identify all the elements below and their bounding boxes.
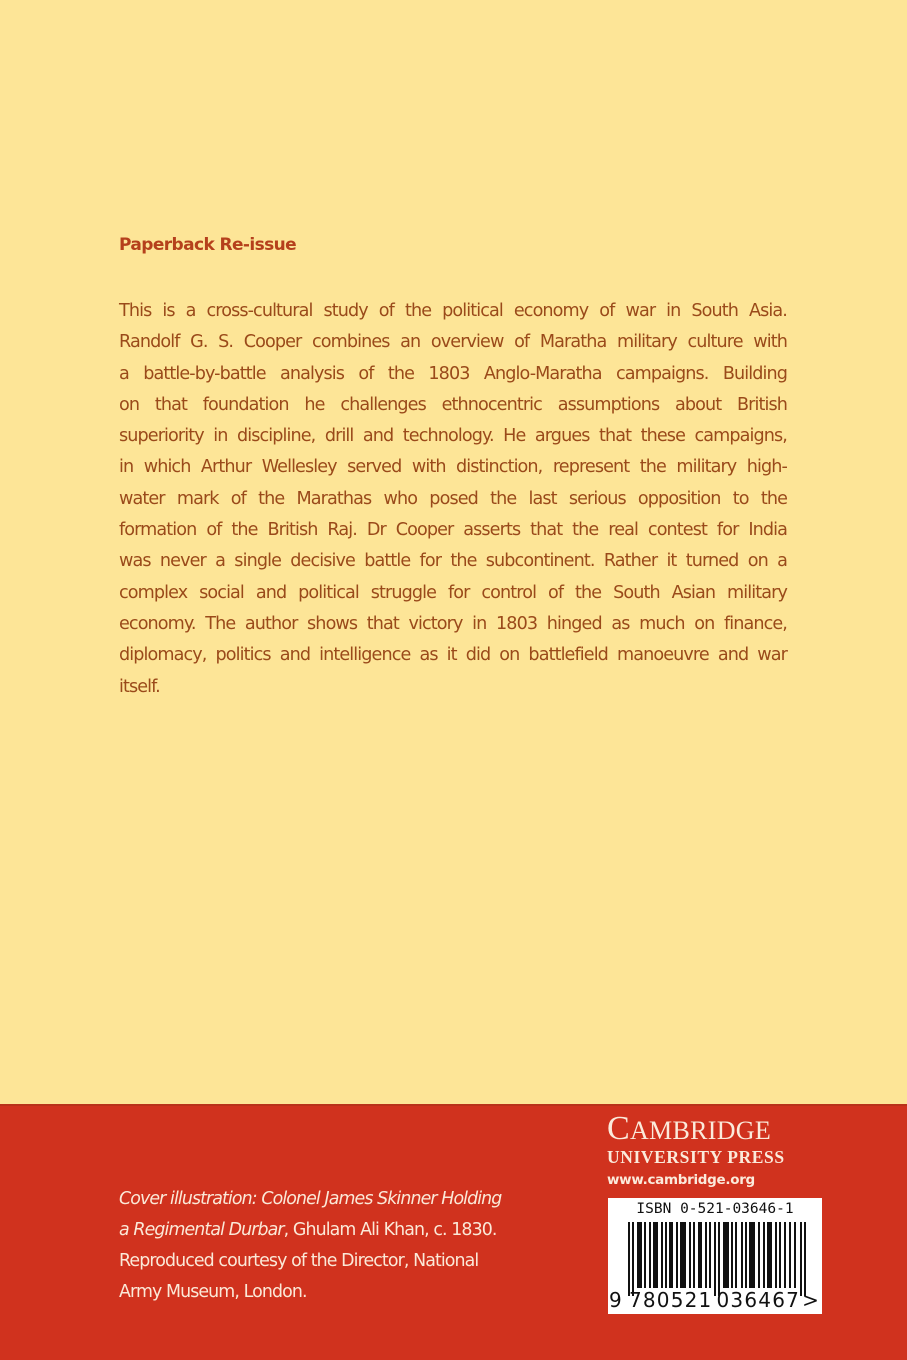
publisher-subtitle: UNIVERSITY PRESS [607,1147,785,1167]
blurb-line: water mark of the Marathas who posed the last serious opposition to the [119,488,787,509]
blurb-line: economy. The author shows that victory in 1803 hinged as much on finance, [119,613,787,634]
barcode-bars-icon [628,1222,808,1296]
blurb-line: Randolf G. S. Cooper combines an overview of Maratha military culture with [119,332,787,353]
ean-number: 9 780521 036467 > [609,1288,821,1312]
artist-attribution: , Ghulam Ali Khan, c. 1830. [283,1220,497,1240]
blurb-line: itself. [119,676,160,697]
artwork-title: a Regimental Durbar [119,1220,284,1240]
isbn-barcode [608,1198,822,1314]
publisher-url: www.cambridge.org [607,1172,755,1188]
publisher-name: CAMBRIDGE [607,1110,772,1147]
blurb-line: superiority in discipline, drill and technology. He argues that these campaigns, [119,426,787,447]
blurb-line: diplomacy, politics and intelligence as it did on battlefield manoeuvre and war [119,645,787,666]
blurb-line: formation of the British Raj. Dr Cooper asserts that the real contest for India [119,520,787,541]
blurb-line: complex social and political struggle for control of the South Asian military [119,582,787,603]
blurb-line: This is a cross-cultural study of the political economy of war in South Asia. [119,301,787,321]
credit-line: Army Museum, London. [119,1282,307,1302]
publisher-logo [607,1110,827,1189]
credit-line: Cover illustration: Colonel James Skinner Holding [119,1189,502,1209]
cover-illustration-credit [119,1184,559,1308]
credit-line [119,1215,559,1246]
credit-line: Reproduced courtesy of the Director, National [119,1251,479,1271]
isbn-label: ISBN 0-521-03646-1 [636,1201,794,1217]
blurb-line: on that foundation he challenges ethnocentric assumptions about British [119,394,787,415]
blurb-line: was never a single decisive battle for the subcontinent. Rather it turned on a [119,551,787,572]
blurb-line: in which Arthur Wellesley served with distinction, represent the military high- [119,457,787,478]
edition-heading: Paperback Re-issue [119,235,297,255]
blurb-line: a battle-by-battle analysis of the 1803 Anglo-Maratha campaigns. Building [119,363,787,384]
book-blurb [119,296,787,703]
